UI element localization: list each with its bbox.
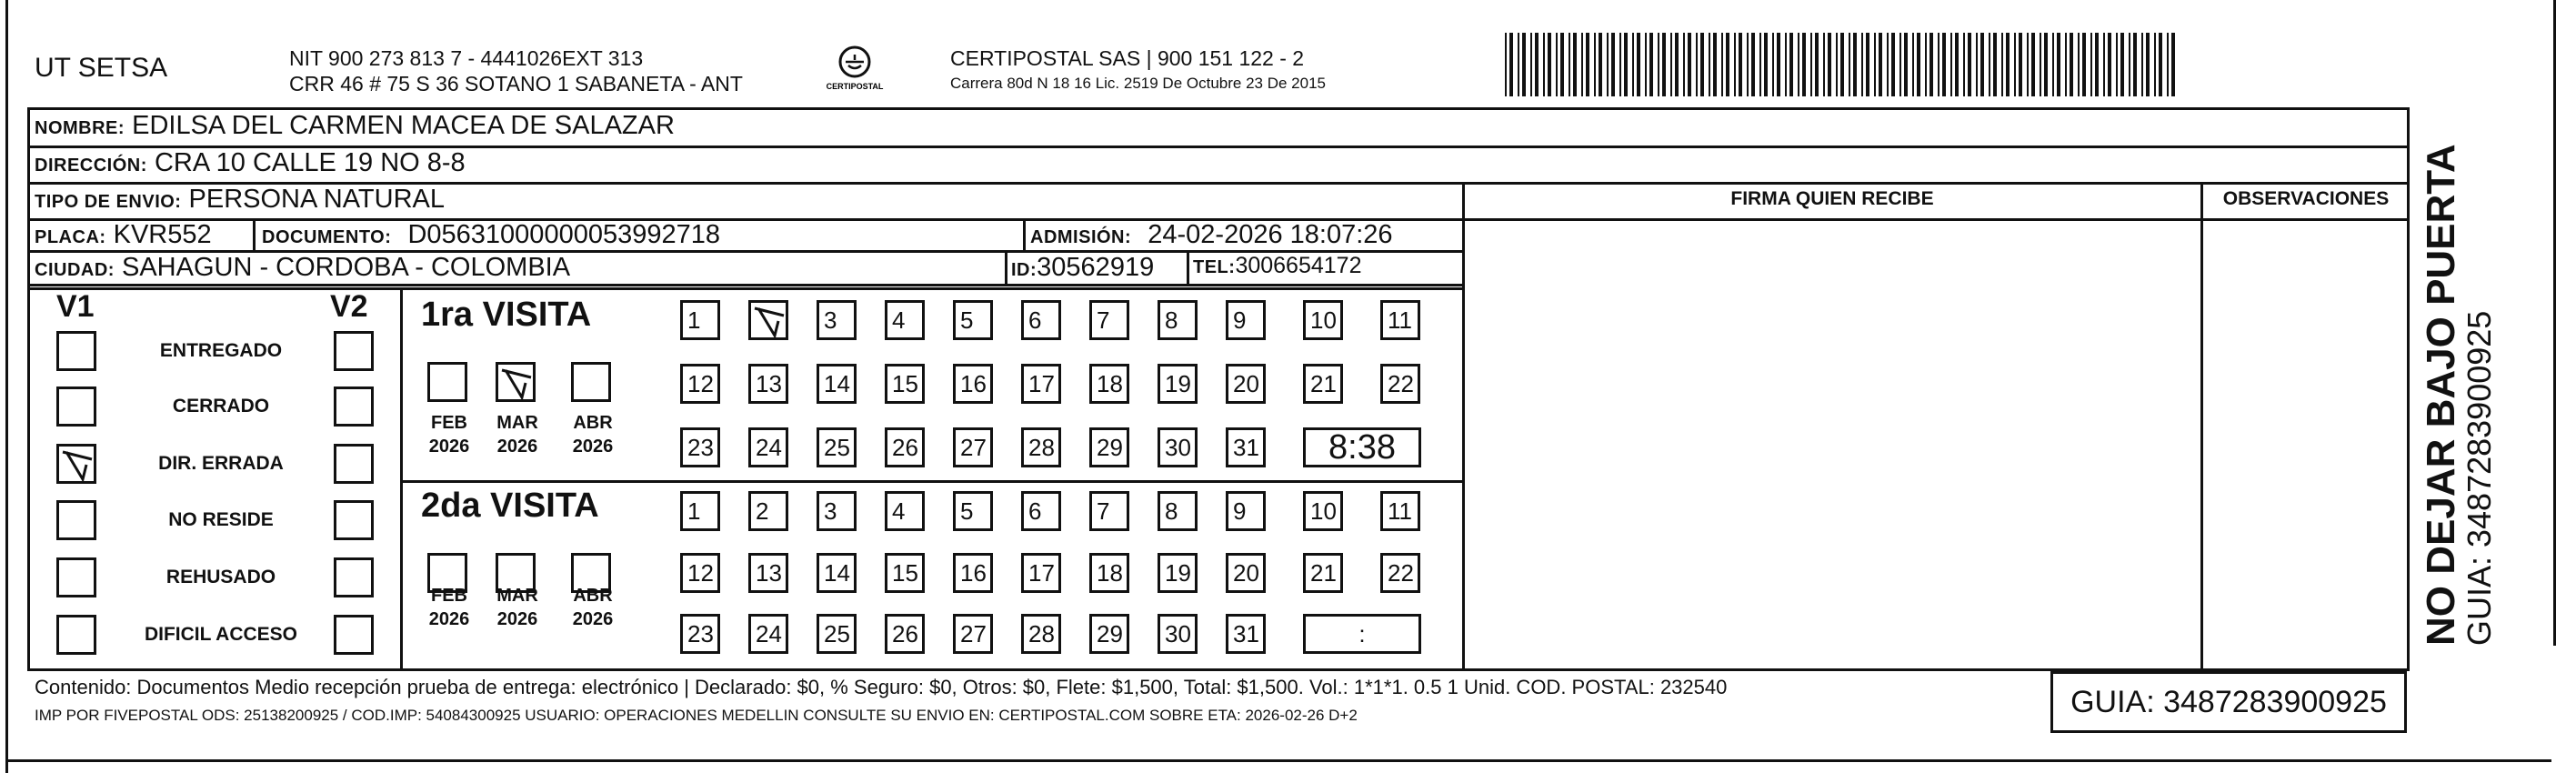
v2-checkbox[interactable]: [334, 444, 374, 484]
day-checkbox[interactable]: 11: [1380, 300, 1420, 340]
day-checkbox[interactable]: 25: [817, 614, 857, 654]
tel-label: TEL:: [1193, 257, 1236, 277]
status-label: DIR. ERRADA: [158, 453, 284, 474]
svg-text:CERTIPOSTAL: CERTIPOSTAL: [826, 82, 884, 91]
direccion-field: [35, 148, 466, 178]
v1-checkbox[interactable]: [56, 386, 96, 427]
month-name: ABR: [573, 586, 613, 606]
day-checkbox[interactable]: 7: [1089, 491, 1129, 531]
id-field: [1011, 253, 1154, 283]
tracking-barcode: [1505, 33, 2178, 96]
month-year: 2026: [428, 437, 470, 457]
day-checkbox[interactable]: 1: [680, 491, 720, 531]
side-text-block: [2419, 144, 2499, 646]
month-label: [564, 584, 622, 631]
day-checkbox[interactable]: 30: [1158, 427, 1198, 467]
day-checkbox[interactable]: 13: [748, 553, 788, 593]
observaciones-header: OBSERVACIONES: [2222, 188, 2390, 209]
side-guia-number: GUIA: 3487283900925: [2461, 310, 2498, 646]
col-line-visits: [400, 287, 403, 671]
day-checkbox[interactable]: 14: [817, 553, 857, 593]
month-checkbox[interactable]: [427, 362, 467, 402]
month-checkbox[interactable]: [571, 362, 611, 402]
day-checkbox[interactable]: 6: [1021, 491, 1061, 531]
outer-right-edge: [2553, 0, 2556, 646]
day-checkbox[interactable]: 4: [885, 300, 925, 340]
outer-bottom-edge: [5, 759, 2551, 762]
col-line-placa: [253, 218, 256, 253]
day-checkbox[interactable]: 25: [817, 427, 857, 467]
ciudad-value: SAHAGUN - CORDOBA - COLOMBIA: [122, 253, 571, 282]
month-name: MAR: [496, 413, 538, 433]
col-line-observaciones: [2200, 182, 2203, 671]
day-checkbox[interactable]: 18: [1089, 364, 1129, 404]
id-label: ID:: [1011, 260, 1037, 280]
first-visit-title: 1ra VISITA: [421, 296, 592, 334]
status-label: REHUSADO: [165, 567, 276, 587]
month-label: [488, 411, 546, 458]
tipo-envio-field: [35, 185, 445, 215]
day-checkbox[interactable]: 10: [1303, 300, 1343, 340]
day-checkbox[interactable]: 17: [1021, 364, 1061, 404]
direccion-label: DIRECCIÓN:: [35, 156, 147, 176]
day-checkbox[interactable]: 18: [1089, 553, 1129, 593]
day-checkbox[interactable]: 24: [748, 614, 788, 654]
documento-field: [262, 220, 720, 250]
day-checkbox[interactable]: 27: [953, 427, 993, 467]
day-checkbox[interactable]: 20: [1226, 553, 1266, 593]
day-checkbox[interactable]: 26: [885, 427, 925, 467]
address-line: CRR 46 # 75 S 36 SOTANO 1 SABANETA - ANT: [289, 72, 743, 95]
ciudad-label: CIUDAD:: [35, 260, 115, 280]
v1-checkbox[interactable]: [56, 500, 96, 540]
month-label: [564, 411, 622, 458]
month-name: FEB: [431, 586, 467, 606]
admision-label: ADMISIÓN:: [1030, 227, 1132, 247]
day-checkbox[interactable]: 6: [1021, 300, 1061, 340]
id-value: 30562919: [1037, 253, 1155, 282]
day-checkbox[interactable]: 22: [1380, 553, 1420, 593]
day-checkbox[interactable]: 19: [1158, 553, 1198, 593]
month-name: ABR: [573, 413, 613, 433]
day-checkbox[interactable]: 15: [885, 553, 925, 593]
time-box[interactable]: 8:38: [1303, 427, 1421, 467]
no-dejar-bajo-puerta-warning: NO DEJAR BAJO PUERTA: [2419, 144, 2463, 646]
tipo-envio-value: PERSONA NATURAL: [188, 185, 446, 214]
carrier-block: [950, 45, 1326, 96]
ciudad-field: [35, 253, 570, 283]
day-checkbox[interactable]: 17: [1021, 553, 1061, 593]
day-checkbox[interactable]: 28: [1021, 614, 1061, 654]
day-checkbox[interactable]: 13: [748, 364, 788, 404]
v2-checkbox[interactable]: [334, 557, 374, 597]
day-checkbox[interactable]: 14: [817, 364, 857, 404]
day-checkbox[interactable]: 20: [1226, 364, 1266, 404]
day-checkbox[interactable]: 28: [1021, 427, 1061, 467]
day-checkbox[interactable]: 31: [1226, 614, 1266, 654]
day-checkbox[interactable]: 30: [1158, 614, 1198, 654]
month-year: 2026: [496, 437, 538, 457]
month-label: [420, 584, 478, 631]
v1-checkbox[interactable]: [56, 615, 96, 655]
v2-checkbox[interactable]: [334, 615, 374, 655]
col-line-id: [1005, 250, 1007, 286]
v2-header: V2: [330, 289, 368, 324]
admision-value: 24-02-2026 18:07:26: [1148, 220, 1393, 249]
direccion-value: CRA 10 CALLE 19 NO 8-8: [154, 148, 466, 177]
day-checkbox[interactable]: 16: [953, 364, 993, 404]
day-checkbox[interactable]: 23: [680, 614, 720, 654]
status-label: NO RESIDE: [168, 509, 274, 530]
nombre-field: [35, 111, 675, 141]
day-checkbox[interactable]: 26: [885, 614, 925, 654]
day-checkbox[interactable]: 8: [1158, 300, 1198, 340]
status-label: DIFICIL ACCESO: [144, 624, 297, 645]
month-year: 2026: [572, 609, 614, 629]
row-line-5: [27, 284, 1464, 286]
carrier-license-line: Carrera 80d N 18 16 Lic. 2519 De Octubre 23 De 2015: [950, 75, 1326, 92]
day-checkbox[interactable]: 21: [1303, 553, 1343, 593]
day-checkbox[interactable]: 31: [1226, 427, 1266, 467]
day-checkbox[interactable]: 8: [1158, 491, 1198, 531]
day-checkbox[interactable]: 15: [885, 364, 925, 404]
day-checkbox[interactable]: 9: [1226, 300, 1266, 340]
v2-checkbox[interactable]: [334, 500, 374, 540]
company-name: UT SETSA: [35, 53, 168, 83]
col-line-tel: [1187, 250, 1189, 286]
month-year: 2026: [572, 437, 614, 457]
day-checkbox[interactable]: 9: [1226, 491, 1266, 531]
day-checkbox[interactable]: 21: [1303, 364, 1343, 404]
col-line-admision: [1023, 218, 1026, 253]
time-box[interactable]: :: [1303, 614, 1421, 654]
day-checkbox[interactable]: 2: [748, 491, 788, 531]
day-checkbox[interactable]: 29: [1089, 614, 1129, 654]
col-line-firma: [1462, 182, 1465, 671]
second-visit-title: 2da VISITA: [421, 487, 599, 525]
day-checkbox[interactable]: 12: [680, 364, 720, 404]
month-checkbox[interactable]: [496, 362, 536, 402]
nombre-label: NOMBRE:: [35, 118, 125, 138]
row-line-6: [27, 287, 1464, 290]
guia-number-box: GUIA: 3487283900925: [2050, 671, 2407, 733]
v2-checkbox[interactable]: [334, 331, 374, 371]
outer-left-edge: [5, 0, 8, 773]
day-checkbox[interactable]: 23: [680, 427, 720, 467]
nombre-value: EDILSA DEL CARMEN MACEA DE SALAZAR: [132, 111, 675, 140]
tel-field: [1193, 253, 1361, 279]
day-checkbox[interactable]: 19: [1158, 364, 1198, 404]
placa-field: [35, 220, 212, 250]
v1-checkbox[interactable]: [56, 331, 96, 371]
day-checkbox[interactable]: [748, 300, 788, 340]
admision-field: [1030, 220, 1393, 250]
placa-value: KVR552: [113, 220, 212, 249]
day-checkbox[interactable]: 7: [1089, 300, 1129, 340]
placa-label: PLACA:: [35, 227, 106, 247]
v1-header: V1: [56, 289, 95, 324]
month-name: MAR: [496, 586, 538, 606]
day-checkbox[interactable]: 5: [953, 491, 993, 531]
nit-line: NIT 900 273 813 7 - 4441026EXT 313: [289, 46, 644, 70]
documento-value: D05631000000053992718: [407, 220, 720, 249]
carrier-line: CERTIPOSTAL SAS | 900 151 122 - 2: [950, 46, 1305, 70]
month-year: 2026: [428, 609, 470, 629]
day-checkbox[interactable]: 16: [953, 553, 993, 593]
day-checkbox[interactable]: 24: [748, 427, 788, 467]
day-checkbox[interactable]: 11: [1380, 491, 1420, 531]
day-checkbox[interactable]: 10: [1303, 491, 1343, 531]
day-checkbox[interactable]: 4: [885, 491, 925, 531]
footer-print-line: IMP POR FIVEPOSTAL ODS: 25138200925 / COD.IMP: 54084300925 USUARIO: OPERACIONES MEDELLIN CONSULTE SU ENVIO EN: CERTIPOSTAL.COM SOBRE ETA: 2026-02-26 D+2: [35, 707, 1358, 724]
day-checkbox[interactable]: 22: [1380, 364, 1420, 404]
company-nit-block: [289, 45, 743, 96]
tel-value: 3006654172: [1235, 253, 1362, 278]
day-checkbox[interactable]: 1: [680, 300, 720, 340]
documento-label: DOCUMENTO:: [262, 227, 392, 247]
month-year: 2026: [496, 609, 538, 629]
v1-checkbox[interactable]: [56, 444, 96, 484]
firma-header: FIRMA QUIEN RECIBE: [1730, 188, 1934, 209]
footer-content-line: Contenido: Documentos Medio recepción prueba de entrega: electrónico | Declarado: $0, % Seguro: $0, Otros: $0, Flete: $1,500, Total: $1,500. Vol.: 1*1*1. 0.5 1 Unid. COD. POSTAL: 232540: [35, 676, 1728, 698]
day-checkbox[interactable]: 29: [1089, 427, 1129, 467]
status-label: CERRADO: [172, 396, 270, 417]
month-label: [420, 411, 478, 458]
month-label: [488, 584, 546, 631]
tipo-envio-label: TIPO DE ENVIO:: [35, 192, 182, 212]
v2-checkbox[interactable]: [334, 386, 374, 427]
day-checkbox[interactable]: 12: [680, 553, 720, 593]
visit-divider: [400, 480, 1464, 483]
certipostal-logo-icon: [823, 42, 887, 96]
day-checkbox[interactable]: 5: [953, 300, 993, 340]
status-label: ENTREGADO: [159, 340, 283, 361]
day-checkbox[interactable]: 3: [817, 300, 857, 340]
v1-checkbox[interactable]: [56, 557, 96, 597]
day-checkbox[interactable]: 3: [817, 491, 857, 531]
day-checkbox[interactable]: 27: [953, 614, 993, 654]
month-name: FEB: [431, 413, 467, 433]
